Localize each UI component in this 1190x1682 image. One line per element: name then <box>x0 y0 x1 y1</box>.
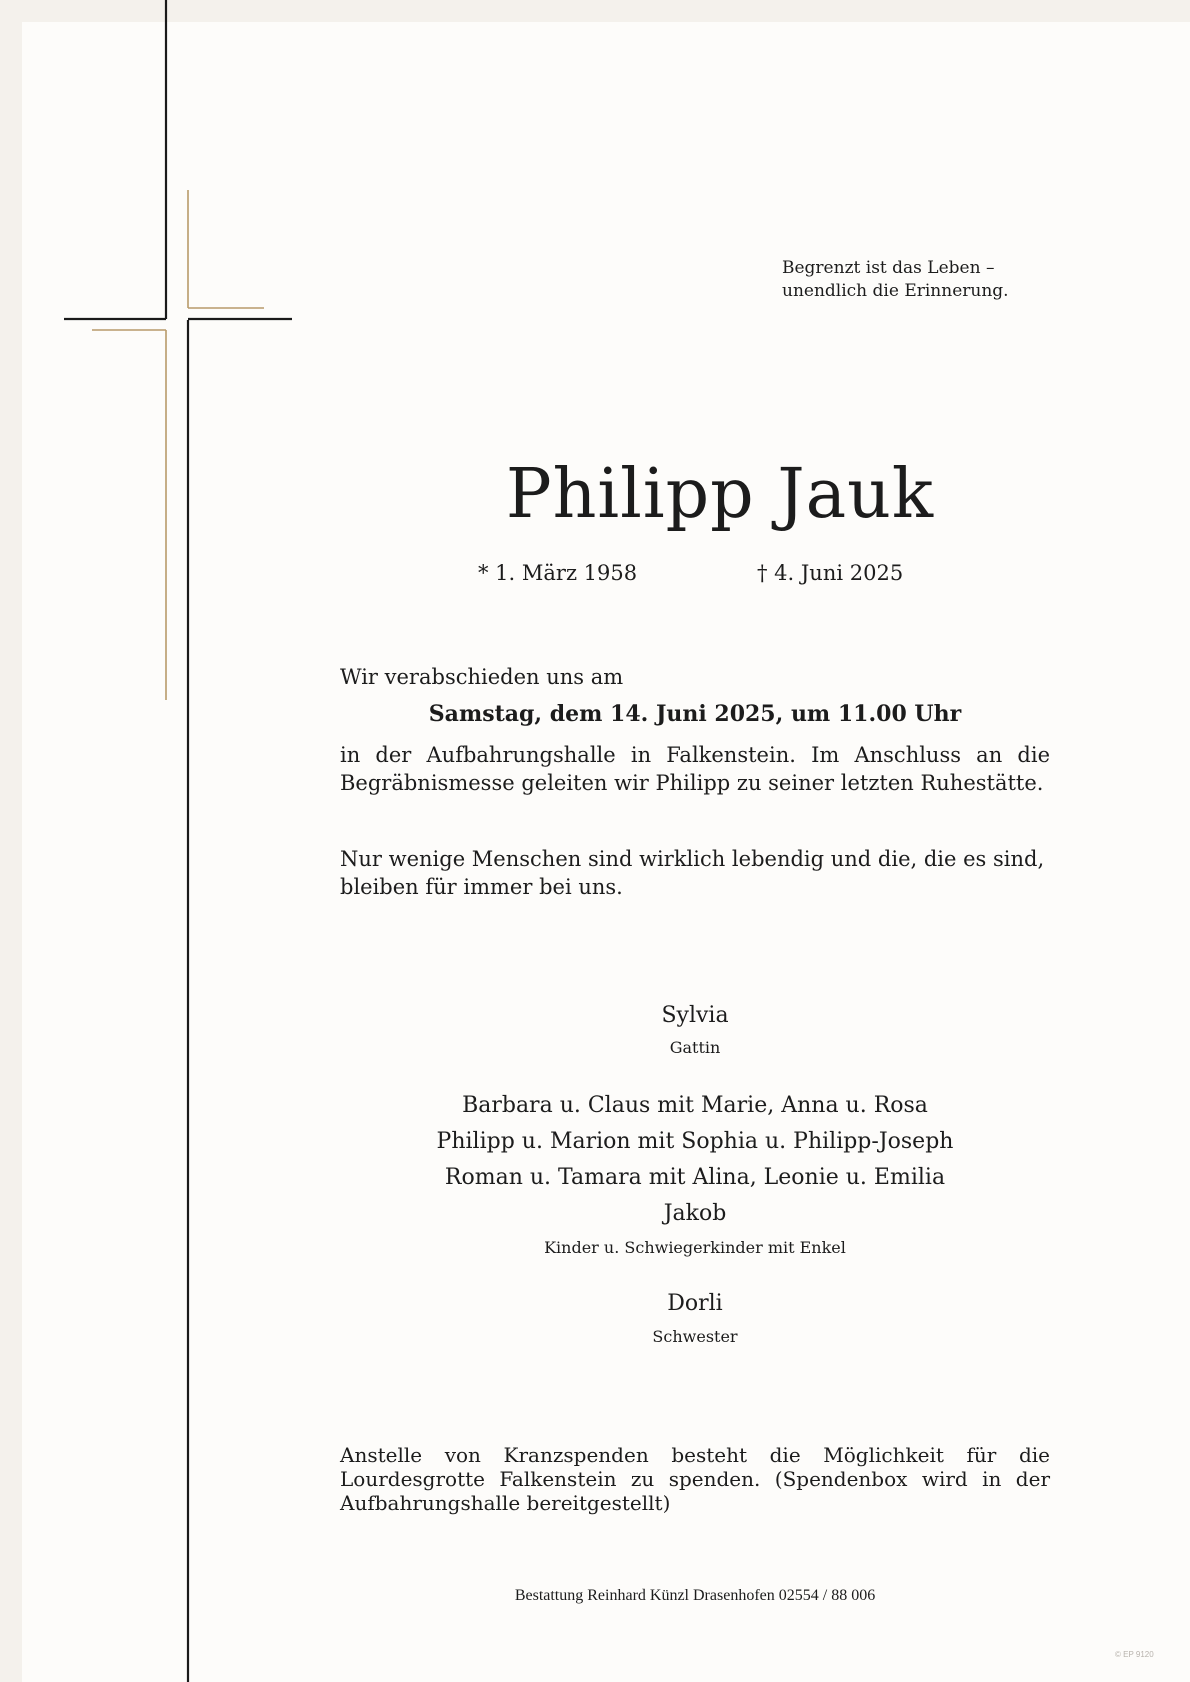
donation-line-1: Anstelle von Kranzspenden besteht die Möglichkeit für die <box>340 1443 1050 1467</box>
children-line: Barbara u. Claus mit Marie, Anna u. Rosa <box>462 1093 928 1118</box>
children-relation: Kinder u. Schwiegerkinder mit Enkel <box>544 1238 846 1257</box>
donation-line-3: Aufbahrungshalle bereitgestellt) <box>340 1491 671 1515</box>
spouse-name: Sylvia <box>661 1003 729 1028</box>
motto-line-1: Begrenzt ist das Leben – <box>782 258 995 278</box>
sibling-relation: Schwester <box>652 1327 738 1346</box>
donation-line-2: Lourdesgrotte Falkenstein zu spenden. (Spendenbox wird in der <box>340 1467 1050 1491</box>
sibling-name: Dorli <box>667 1291 723 1316</box>
motto <box>782 257 1042 303</box>
quote-line-2: bleiben für immer bei uns. <box>340 875 623 899</box>
funeral-location-line-1: in der Aufbahrungshalle in Falkenstein. Im Anschluss an die <box>340 743 1050 767</box>
donation-note <box>340 1443 1050 1515</box>
undertaker-footer: Bestattung Reinhard Künzl Drasenhofen 02554 / 88 006 <box>514 1587 876 1604</box>
spouse-relation: Gattin <box>669 1038 721 1057</box>
quote <box>340 845 1050 901</box>
children-line: Philipp u. Marion mit Sophia u. Philipp-Joseph <box>436 1129 954 1154</box>
children-line: Jakob <box>663 1201 727 1226</box>
quote-line-1: Nur wenige Menschen sind wirklich lebendig und die, die es sind, <box>340 847 1045 871</box>
cross-icon <box>0 0 300 1682</box>
children-line: Roman u. Tamara mit Alina, Leonie u. Emilia <box>444 1165 946 1190</box>
motto-line-2: unendlich die Erinnerung. <box>782 281 1009 301</box>
death-date: † 4. Juni 2025 <box>757 561 904 585</box>
farewell-intro: Wir verabschieden uns am <box>340 665 624 689</box>
funeral-date-time: Samstag, dem 14. Juni 2025, um 11.00 Uhr <box>428 701 962 727</box>
print-mark: © EP 9120 <box>1115 1650 1154 1659</box>
funeral-location <box>340 741 1050 797</box>
deceased-name: Philipp Jauk <box>505 455 935 534</box>
funeral-location-line-2: Begräbnismesse geleiten wir Philipp zu seiner letzten Ruhestätte. <box>340 771 1044 795</box>
birth-date: * 1. März 1958 <box>478 561 638 585</box>
children-list <box>340 1088 1050 1232</box>
